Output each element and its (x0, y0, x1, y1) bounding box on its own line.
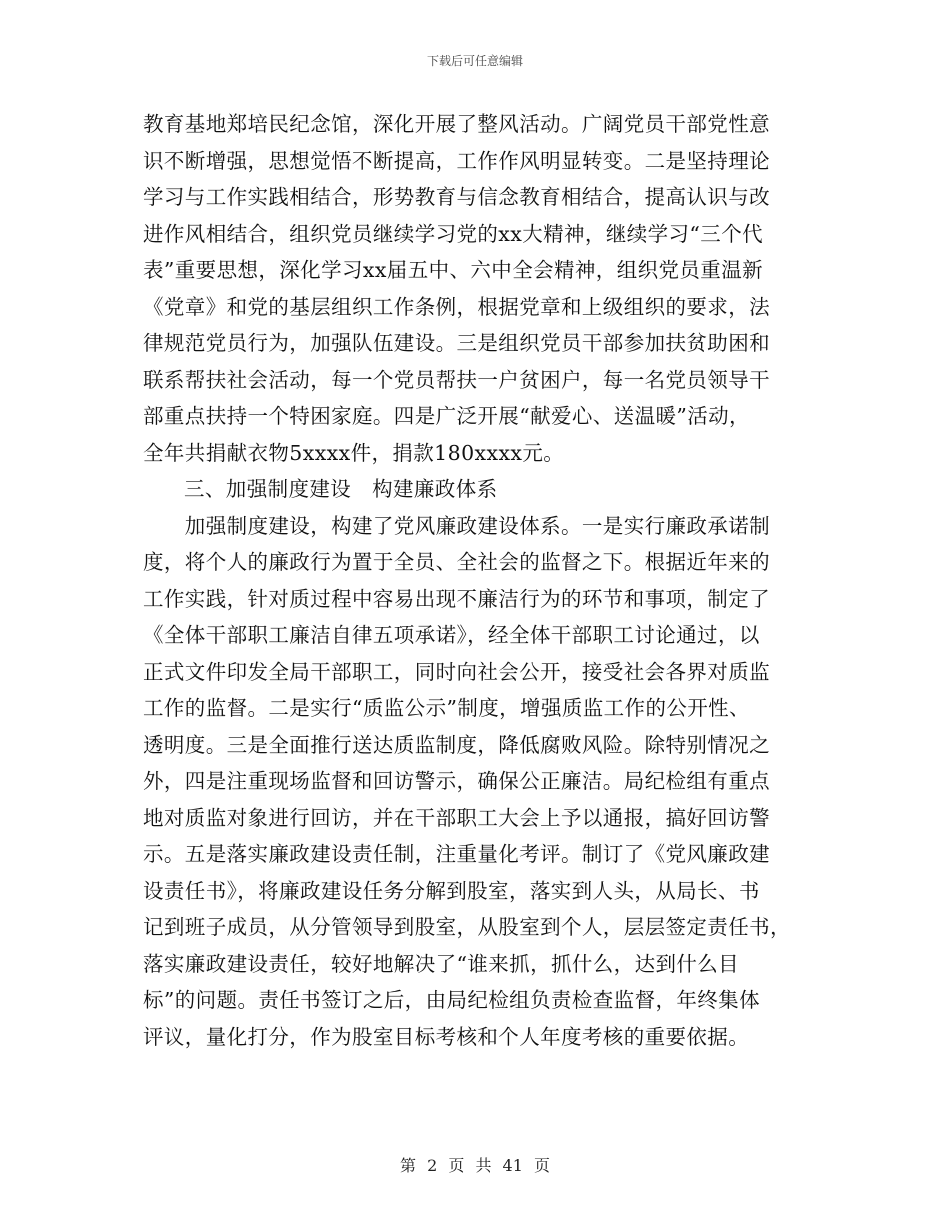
body-line: 表”重要思想，深化学习xx届五中、六中全会精神，组织党员重温新 (143, 258, 764, 282)
body-line: 评议，量化打分，作为股室目标考核和个人年度考核的重要依据。 (143, 1024, 750, 1049)
body-line: 外，四是注重现场监督和回访警示，确保公正廉洁。局纪检组有重点 (143, 769, 770, 793)
body-line: 工作的监督。二是实行“质监公示”制度，增强质监工作的公开性、 (143, 696, 750, 720)
body-line: 标”的问题。责任书签订之后，由局纪检组负责检查监督，年终集体 (143, 988, 760, 1012)
body-line: 加强制度建设，构建了党风廉政建设体系。一是实行廉政承诺制 (143, 513, 770, 538)
page-footer: 第 2 页 共 41 页 (400, 1156, 550, 1175)
body-line: 落实廉政建设责任，较好地解决了“谁来抓，抓什么，达到什么目 (143, 951, 740, 976)
body-line: 工作实践，针对质过程中容易出现不廉洁行为的环节和事项，制定了 (143, 586, 770, 611)
body-line: 设责任书》，将廉政建设任务分解到股室，落实到人头，从局长、书 (143, 878, 760, 903)
body-line: 律规范党员行为，加强队伍建设。三是组织党员干部参加扶贫助困和 (143, 331, 770, 355)
body-line: 联系帮扶社会活动，每一个党员帮扶一户贫困户，每一名党员领导干 (143, 367, 770, 392)
body-line: 正式文件印发全局干部职工，同时向社会公开，接受社会各界对质监 (143, 659, 770, 684)
body-line: 学习与工作实践相结合，形势教育与信念教育相结合，提高认识与改 (143, 185, 770, 209)
body-line: 《全体干部职工廉洁自律五项承诺》，经全体干部职工讨论通过，以 (143, 623, 760, 647)
body-line: 透明度。三是全面推行送达质监制度，降低腐败风险。除特别情况之 (143, 732, 770, 757)
body-line: 记到班子成员，从分管领导到股室，从股室到个人，层层签定责任书， (143, 915, 791, 939)
body-line: 示。五是落实廉政建设责任制，注重量化考评。制订了《党风廉政建 (143, 842, 770, 866)
body-line: 《党章》和党的基层组织工作条例，根据党章和上级组织的要求，法 (143, 294, 770, 319)
section-heading: 三、加强制度建设 构建廉政体系 (184, 477, 498, 501)
body-line: 全年共捐献衣物5xxxx件，捐款180xxxx元。 (143, 440, 565, 465)
body-line: 部重点扶持一个特困家庭。四是广泛开展“献爱心、送温暖”活动， (143, 404, 750, 428)
body-line: 识不断增强，思想觉悟不断提高，工作作风明显转变。二是坚持理论 (143, 148, 770, 173)
body-line: 地对质监对象进行回访，并在干部职工大会上予以通报，搞好回访警 (143, 805, 770, 830)
body-line: 度，将个人的廉政行为置于全员、全社会的监督之下。根据近年来的 (143, 550, 770, 574)
page-header: 下载后可任意编辑 (426, 54, 523, 68)
document-body (143, 106, 808, 1055)
body-line: 教育基地郑培民纪念馆，深化开展了整风活动。广阔党员干部党性意 (143, 112, 770, 136)
body-line: 进作风相结合，组织党员继续学习党的xx大精神，继续学习“三个代 (143, 221, 764, 246)
